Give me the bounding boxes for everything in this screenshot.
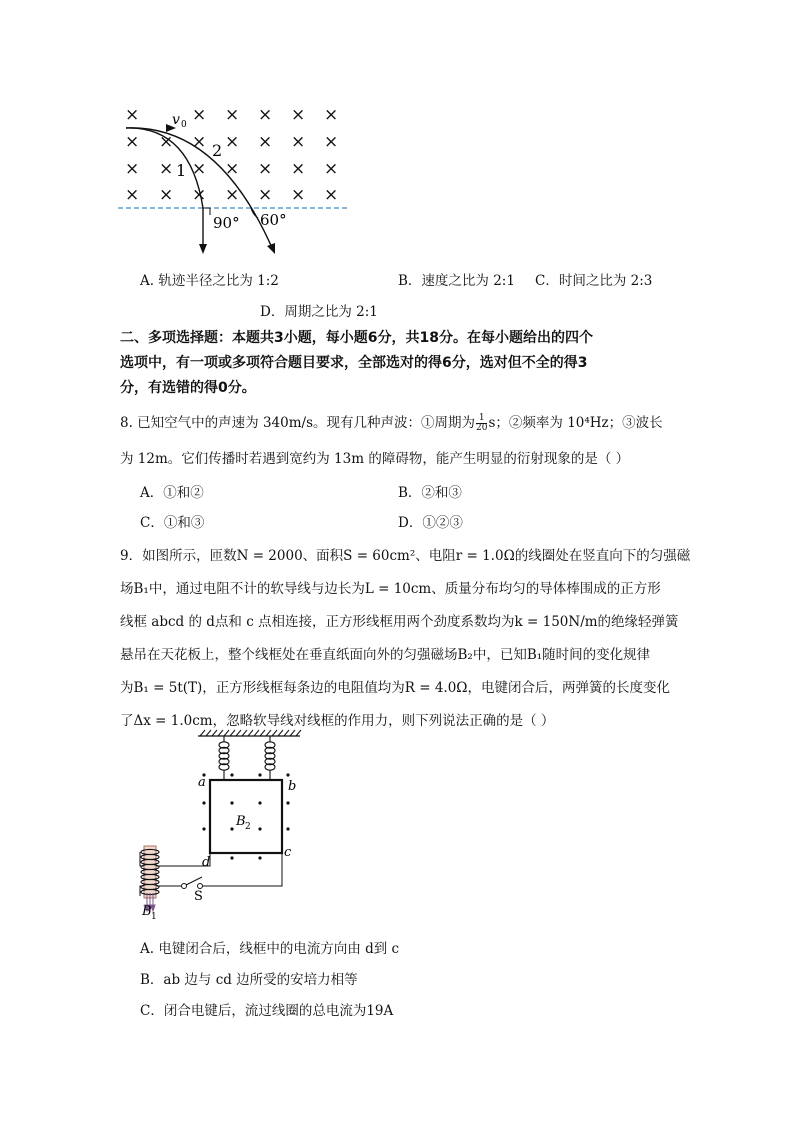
field-dot-mark xyxy=(258,827,261,830)
v0-subscript: 0 xyxy=(181,120,187,130)
field-cross-mark: × xyxy=(324,185,339,205)
field-dot-mark xyxy=(230,801,233,804)
v0-label: v xyxy=(172,112,180,128)
q9-line3: 线框 abcd 的 d点和 c 点相连接，正方形线框用两个劲度系数均为k = 150N/m的绝缘轻弹簧 xyxy=(120,614,679,630)
q7-option-c: C．时间之比为 2:3 xyxy=(535,273,653,289)
field-dot-mark xyxy=(286,827,289,830)
field-cross-mark: × xyxy=(159,132,174,152)
path2-label: 2 xyxy=(212,141,223,160)
q8-option-a: A．①和② xyxy=(140,485,204,501)
field-trajectory-figure xyxy=(118,98,353,258)
field-cross-mark: × xyxy=(324,105,339,125)
q8-line2: 为 12m。它们传播时若遇到宽约为 13m 的障碍物，能产生明显的衍射现象的是（ ） xyxy=(120,451,630,467)
field-cross-mark: × xyxy=(192,105,207,125)
path1-label: 1 xyxy=(176,161,187,180)
field-cross-mark: × xyxy=(192,132,207,152)
angle-90-label: 90° xyxy=(213,214,240,232)
section2-line2: 选项中，有一项或多项符合题目要求，全部选对的得6分，选对但不全的得3 xyxy=(120,355,588,371)
q8-option-d: D．①②③ xyxy=(398,515,463,531)
field-cross-mark: × xyxy=(159,185,174,205)
field-cross-mark: × xyxy=(125,132,140,152)
b1-subscript: 1 xyxy=(151,912,157,922)
field-dot-mark xyxy=(258,773,261,776)
field-cross-mark: × xyxy=(125,105,140,125)
field-cross-mark: × xyxy=(258,105,273,125)
field-cross-mark: × xyxy=(159,159,174,179)
switch-label: S xyxy=(194,889,203,904)
field-dot-mark xyxy=(230,773,233,776)
field-dot-mark xyxy=(258,856,261,859)
field-cross-mark: × xyxy=(225,132,240,152)
field-cross-mark: × xyxy=(291,105,306,125)
field-cross-mark: × xyxy=(192,185,207,205)
field-dot-mark xyxy=(202,827,205,830)
field-dot-mark xyxy=(286,773,289,776)
corner-b-label: b xyxy=(288,779,297,794)
b2-label: B xyxy=(236,814,246,829)
q9-line2: 场B₁中，通过电阻不计的软导线与边长为L = 10cm、质量分布均匀的导体棒围成的正方形 xyxy=(120,581,661,597)
q8-fraction: $\frac{1}{20}$ xyxy=(476,413,488,433)
q7-option-b: B．速度之比为 2:1 xyxy=(398,273,515,289)
field-cross-mark: × xyxy=(258,132,273,152)
section2-line3: 分，有选错的得0分。 xyxy=(120,380,256,396)
square-frame-figure xyxy=(128,728,308,923)
field-dot-mark xyxy=(230,827,233,830)
field-dot-mark xyxy=(286,801,289,804)
field-cross-mark: × xyxy=(225,185,240,205)
q9-option-a: A. 电键闭合后，线框中的电流方向由 d到 c xyxy=(140,941,400,957)
field-cross-mark: × xyxy=(225,105,240,125)
q9-option-b: B．ab 边与 cd 边所受的安培力相等 xyxy=(140,972,358,988)
q9-line5: 为B₁ = 5t(T)，正方形线框每条边的电阻值均为R = 4.0Ω，电键闭合后，两弹簧的长度变化 xyxy=(120,680,670,696)
field-dot-mark xyxy=(202,801,205,804)
field-cross-mark: × xyxy=(125,185,140,205)
q7-option-a: A. 轨迹半径之比为 1:2 xyxy=(140,273,279,289)
q9-option-c: C．闭合电键后，流过线圈的总电流为19A xyxy=(140,1003,394,1019)
field-dot-mark xyxy=(258,801,261,804)
b2-subscript: 2 xyxy=(245,822,251,832)
field-cross-mark: × xyxy=(125,159,140,179)
field-cross-mark: × xyxy=(258,159,273,179)
field-dot-mark xyxy=(230,856,233,859)
field-cross-mark: × xyxy=(225,159,240,179)
field-cross-mark: × xyxy=(291,159,306,179)
q8-option-c: C．①和③ xyxy=(140,515,205,531)
section2-line1: 二、多项选择题：本题共3小题，每小题6分，共18分。在每小题给出的四个 xyxy=(120,330,593,346)
field-cross-mark: × xyxy=(291,185,306,205)
q8-line1: 8. 已知空气中的声速为 340m/s。现有几种声波：①周期为 $\frac{1}{20}$ s；②频率为 10⁴Hz；③波长 xyxy=(120,413,663,433)
field-cross-mark: × xyxy=(258,185,273,205)
corner-a-label: a xyxy=(198,775,206,790)
q8-option-b: B．②和③ xyxy=(398,485,462,501)
q9-line6: 了Δx = 1.0cm，忽略软导线对线框的作用力，则下列说法正确的是（ ） xyxy=(120,713,555,729)
b1-label: B xyxy=(142,904,152,919)
q9-line1: 9．如图所示，匝数N = 2000、面积S = 60cm²、电阻r = 1.0Ω的线圈处在竖直向下的匀强磁 xyxy=(120,548,691,564)
angle-60-label: 60° xyxy=(260,211,287,229)
field-cross-mark: × xyxy=(291,132,306,152)
corner-d-label: d xyxy=(202,855,211,870)
field-cross-mark: × xyxy=(324,159,339,179)
q9-line4: 悬吊在天花板上，整个线框处在垂直纸面向外的匀强磁场B₂中，已知B₁随时间的变化规律 xyxy=(120,647,651,663)
field-cross-mark: × xyxy=(192,159,207,179)
q7-option-d: D．周期之比为 2:1 xyxy=(260,304,378,320)
field-cross-mark: × xyxy=(324,132,339,152)
corner-c-label: c xyxy=(284,845,292,860)
